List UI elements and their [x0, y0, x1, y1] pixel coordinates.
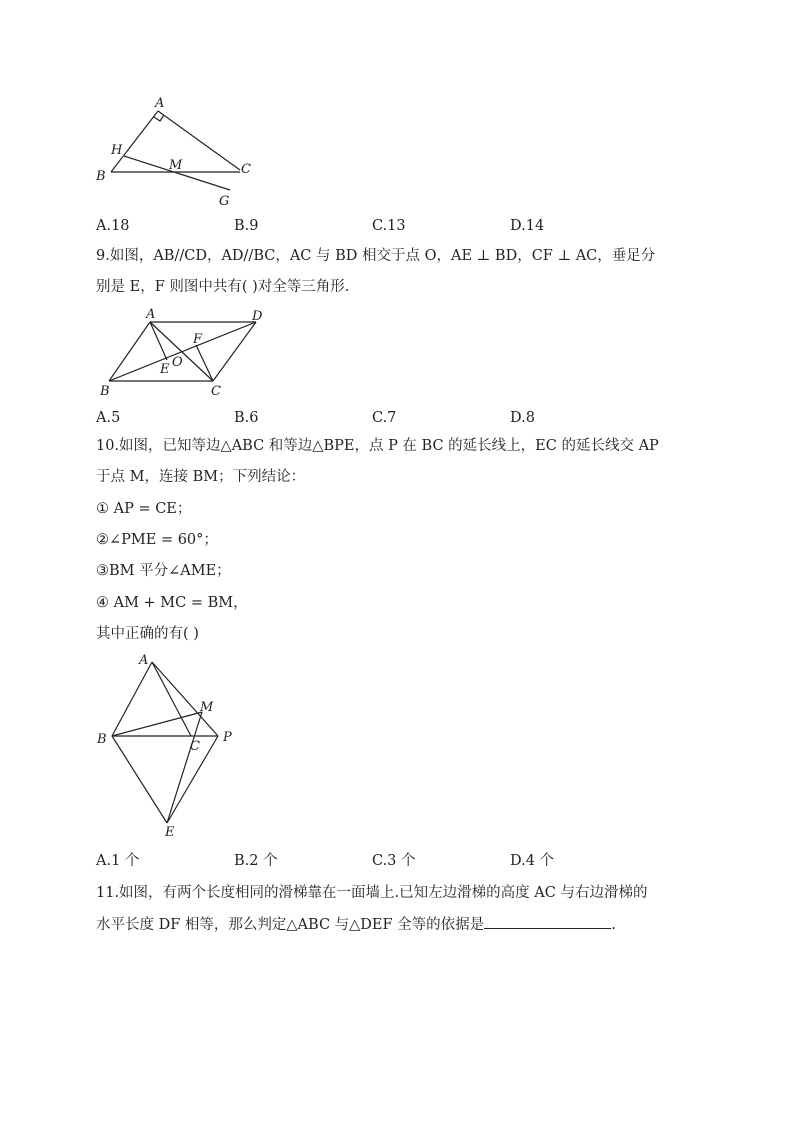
- q9-text-line2: 别是 E，F 则图中共有( )对全等三角形.: [96, 279, 350, 295]
- q8-option-c: C.13: [372, 218, 406, 234]
- label-E: E: [165, 825, 175, 840]
- q10-option-a: A.1 个: [96, 853, 140, 869]
- q11-text-line2: [96, 914, 616, 935]
- label-A: A: [146, 307, 156, 322]
- label-D: D: [252, 309, 263, 324]
- q11-answer-blank[interactable]: [484, 914, 611, 929]
- q8-option-a: A.18: [96, 218, 130, 234]
- q10-conclusion-2: ②∠PME = 60°；: [96, 532, 218, 548]
- figure-q9: [94, 304, 274, 404]
- label-E: E: [160, 362, 170, 377]
- q11-text-line1: 11.如图，有两个长度相同的滑梯靠在一面墙上.已知左边滑梯的高度 AC 与右边滑梯的: [96, 885, 648, 901]
- label-F: F: [193, 332, 203, 347]
- label-A: A: [139, 653, 149, 668]
- figure-q10: [92, 648, 242, 843]
- q10-question: 其中正确的有( ): [96, 626, 199, 642]
- label-A: A: [155, 96, 165, 111]
- label-H: H: [111, 143, 123, 158]
- q11-text-line2-prefix: 水平长度 DF 相等，那么判定△ABC 与△DEF 全等的依据是: [96, 917, 485, 933]
- label-C: C: [190, 739, 200, 754]
- figure-q8: [90, 92, 260, 212]
- q10-text-line2: 于点 M，连接 BM；下列结论：: [96, 469, 306, 485]
- q9-option-c: C.7: [372, 410, 397, 426]
- label-G: G: [219, 194, 230, 209]
- q9-option-a: A.5: [96, 410, 121, 426]
- q9-text-line1: 9.如图，AB//CD，AD//BC，AC 与 BD 相交于点 O，AE ⊥ BD，CF ⊥ AC，垂足分: [96, 248, 656, 264]
- label-P: P: [223, 730, 232, 745]
- q10-text-line1: 10.如图，已知等边△ABC 和等边△BPE，点 P 在 BC 的延长线上，EC 的延长线交 AP: [96, 438, 659, 454]
- q11-text-line2-suffix: .: [611, 917, 616, 933]
- label-B: B: [97, 732, 107, 747]
- q10-conclusion-3: ③BM 平分∠AME；: [96, 563, 231, 579]
- label-C: C: [211, 384, 221, 399]
- q10-option-b: B.2 个: [234, 853, 278, 869]
- q10-conclusion-4: ④ AM + MC = BM，: [96, 595, 248, 611]
- label-O: O: [172, 355, 183, 370]
- q9-option-b: B.6: [234, 410, 259, 426]
- label-M: M: [200, 700, 214, 715]
- q10-conclusion-1: ① AP = CE；: [96, 501, 192, 517]
- q9-option-d: D.8: [510, 410, 535, 426]
- q10-option-d: D.4 个: [510, 853, 555, 869]
- label-C: C: [241, 162, 251, 177]
- label-M: M: [169, 158, 183, 173]
- q8-option-d: D.14: [510, 218, 545, 234]
- label-B: B: [100, 384, 110, 399]
- label-B: B: [96, 169, 106, 184]
- q8-option-b: B.9: [234, 218, 259, 234]
- q10-option-c: C.3 个: [372, 853, 416, 869]
